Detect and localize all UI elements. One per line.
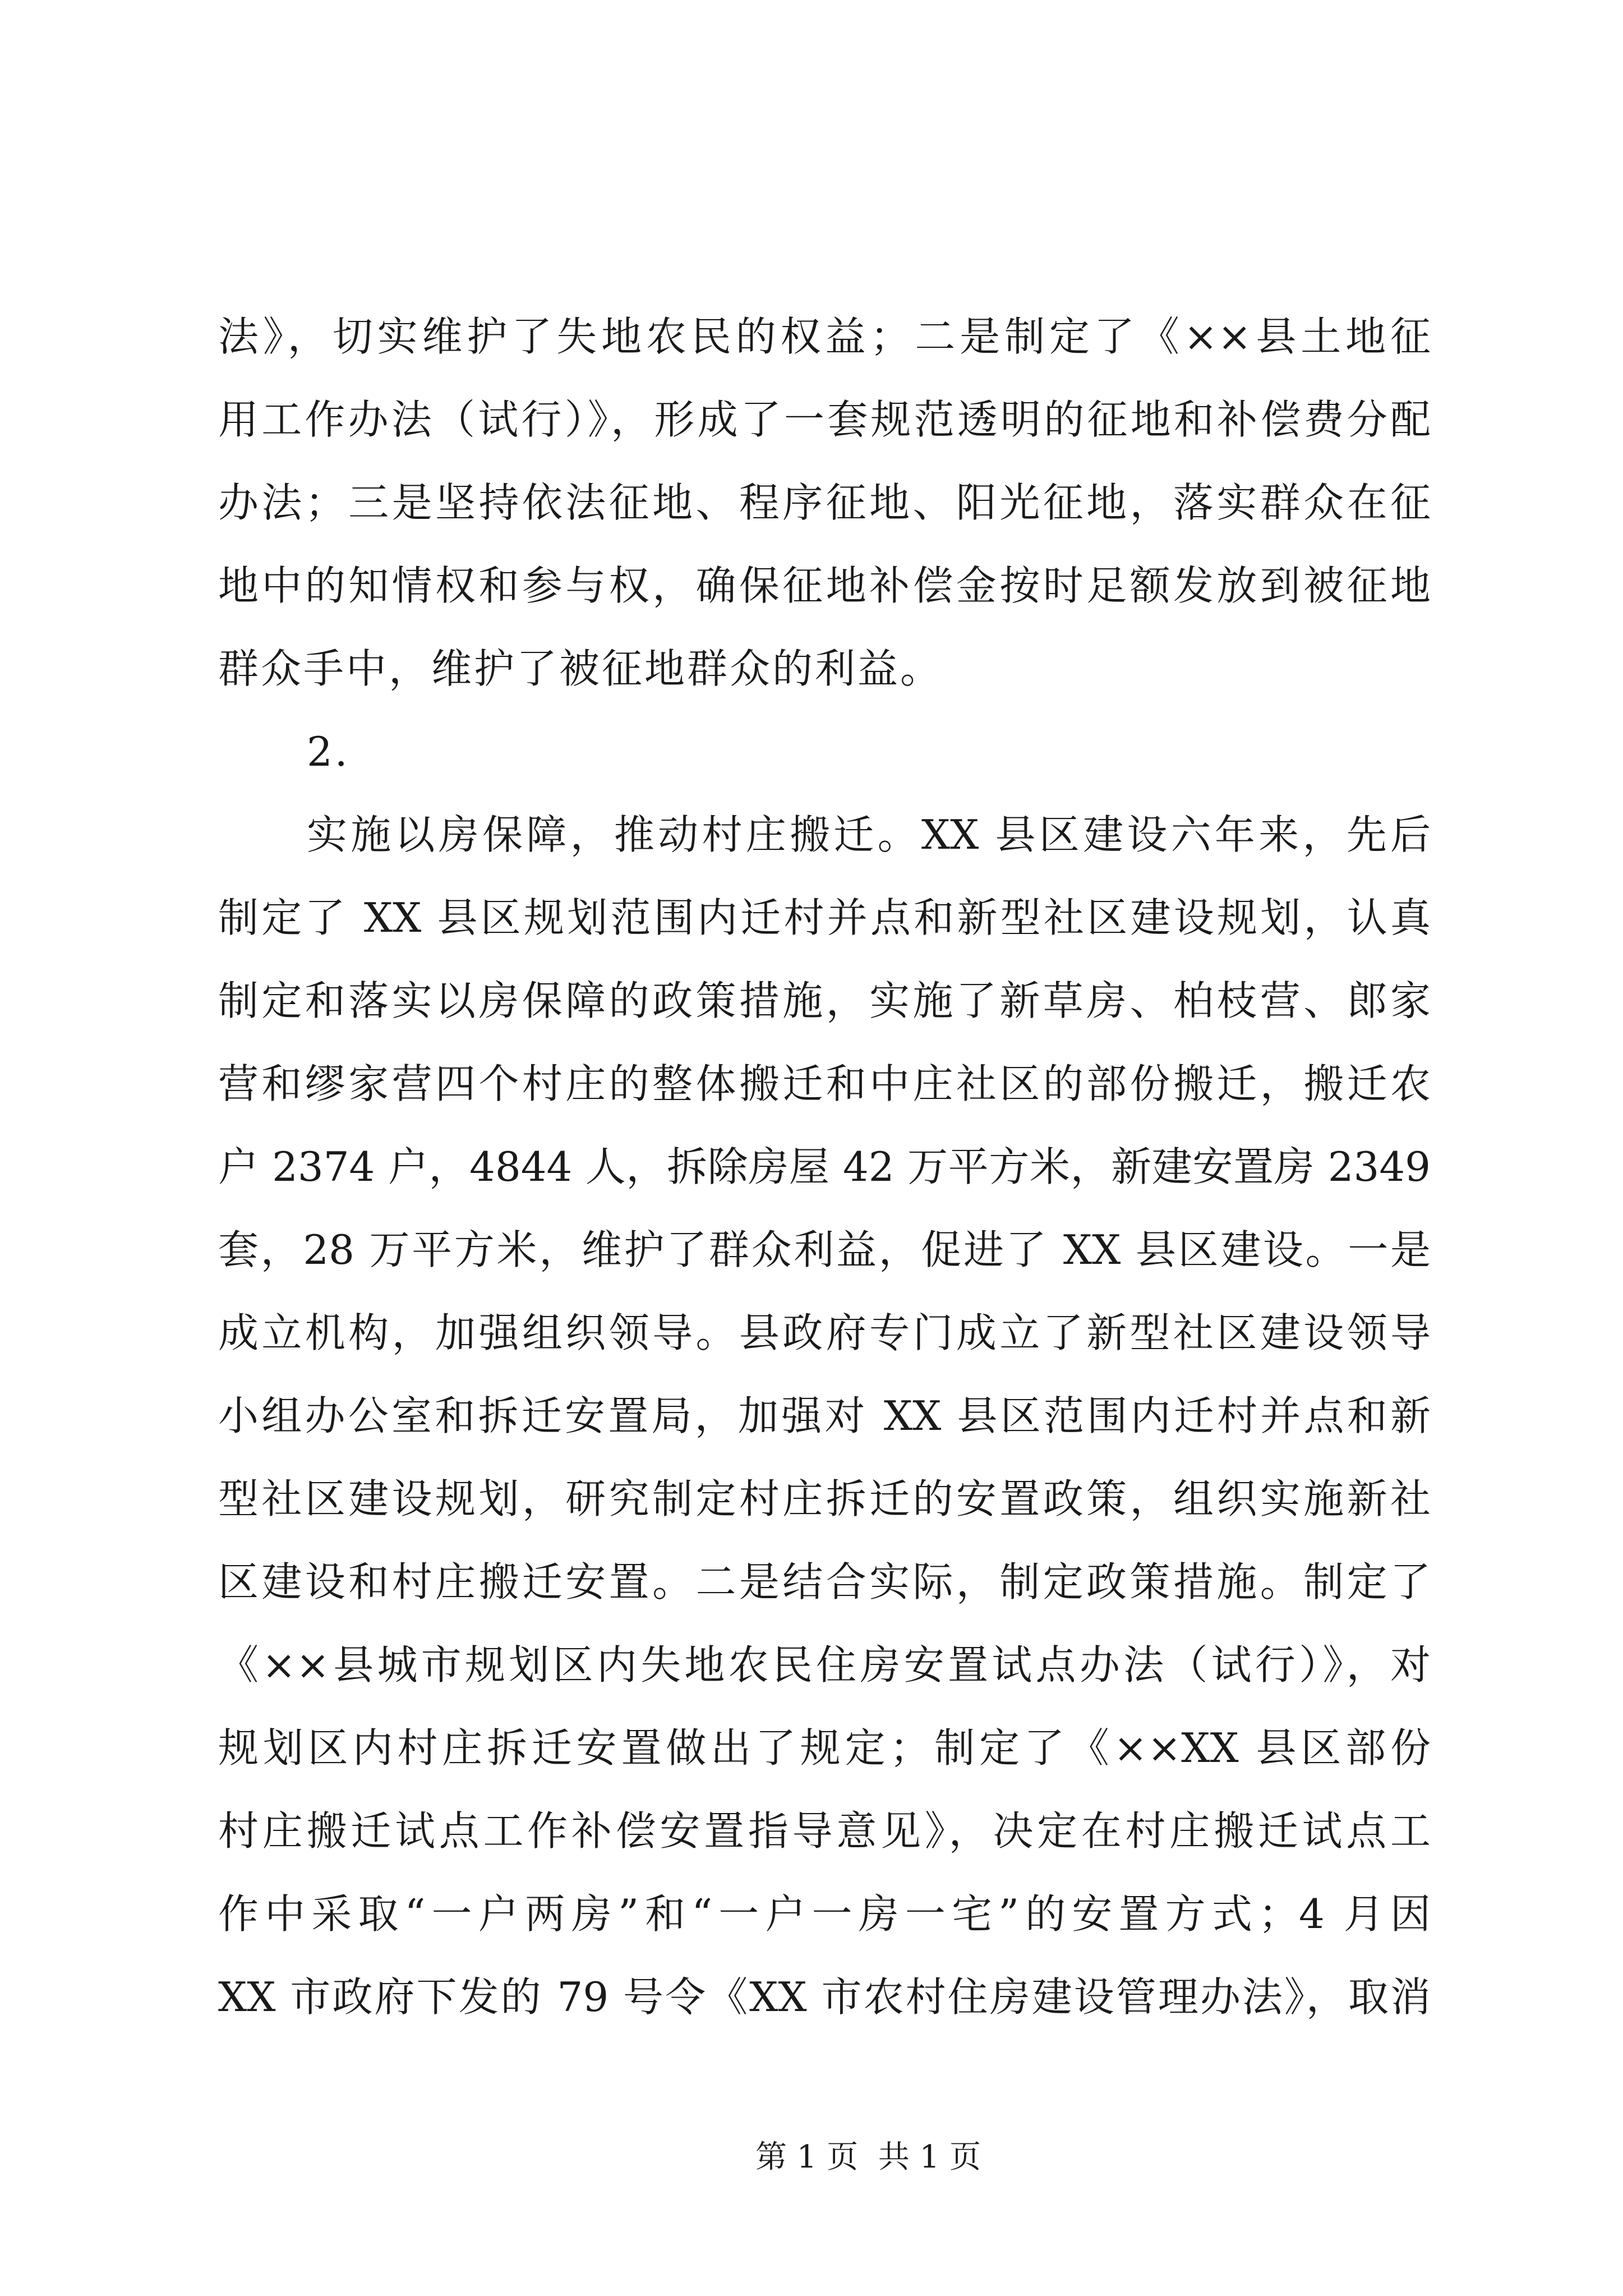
text-line: 地中的知情权和参与权，确保征地补偿金按时足额发放到被征地 (218, 562, 1431, 609)
text-line: 型社区建设规划，研究制定村庄拆迁的安置政策，组织实施新社 (218, 1475, 1431, 1522)
text-line: 村庄搬迁试点工作补偿安置指导意见》，决定在村庄搬迁试点工 (218, 1807, 1431, 1855)
text-line: 作中采取“一户两房”和“一户一房一宅”的安置方式；4 月因 (218, 1890, 1431, 1938)
text-line: 规划区内村庄拆迁安置做出了规定；制定了《××XX 县区部份 (218, 1724, 1431, 1772)
text-line: 法》，切实维护了失地农民的权益；二是制定了《××县土地征 (218, 313, 1431, 360)
document-body (218, 295, 1431, 2039)
text-line: 营和缪家营四个村庄的整体搬迁和中庄社区的部份搬迁，搬迁农 (218, 1060, 1431, 1107)
text-line: 户 2374 户，4844 人，拆除房屋 42 万平方米，新建安置房 2349 (218, 1143, 1431, 1190)
text-line: 用工作办法（试行）》，形成了一套规范透明的征地和补偿费分配 (218, 396, 1431, 443)
text-line: 小组办公室和拆迁安置局，加强对 XX 县区范围内迁村并点和新 (218, 1392, 1431, 1439)
text-line: 套，28 万平方米，维护了群众利益，促进了 XX 县区建设。一是 (218, 1226, 1431, 1273)
text-line: 实施以房保障，推动村庄搬迁。XX 县区建设六年来，先后 (307, 811, 1431, 858)
text-line: 《××县城市规划区内失地农民住房安置试点办法（试行）》，对 (218, 1641, 1431, 1688)
text-line: 制定和落实以房保障的政策措施，实施了新草房、柏枝营、郎家 (218, 977, 1431, 1024)
text-line: 办法；三是坚持依法征地、程序征地、阳光征地，落实群众在征 (218, 479, 1431, 526)
text-line: 制定了 XX 县区规划范围内迁村并点和新型社区建设规划，认真 (218, 894, 1431, 941)
paragraph (218, 793, 1431, 2039)
section-number (218, 710, 1431, 793)
section-number-text: 2. (307, 728, 350, 775)
text-line: 成立机构，加强组织领导。县政府专门成立了新型社区建设领导 (218, 1309, 1431, 1356)
page-number-footer: 第 1 页 共 1 页 (755, 2139, 981, 2175)
paragraph (218, 295, 1431, 710)
text-line: XX 市政府下发的 79 号令《XX 市农村住房建设管理办法》，取消 (218, 1973, 1431, 2021)
text-line: 群众手中，维护了被征地群众的利益。 (218, 645, 943, 692)
text-line: 区建设和村庄搬迁安置。二是结合实际，制定政策措施。制定了 (218, 1558, 1431, 1605)
